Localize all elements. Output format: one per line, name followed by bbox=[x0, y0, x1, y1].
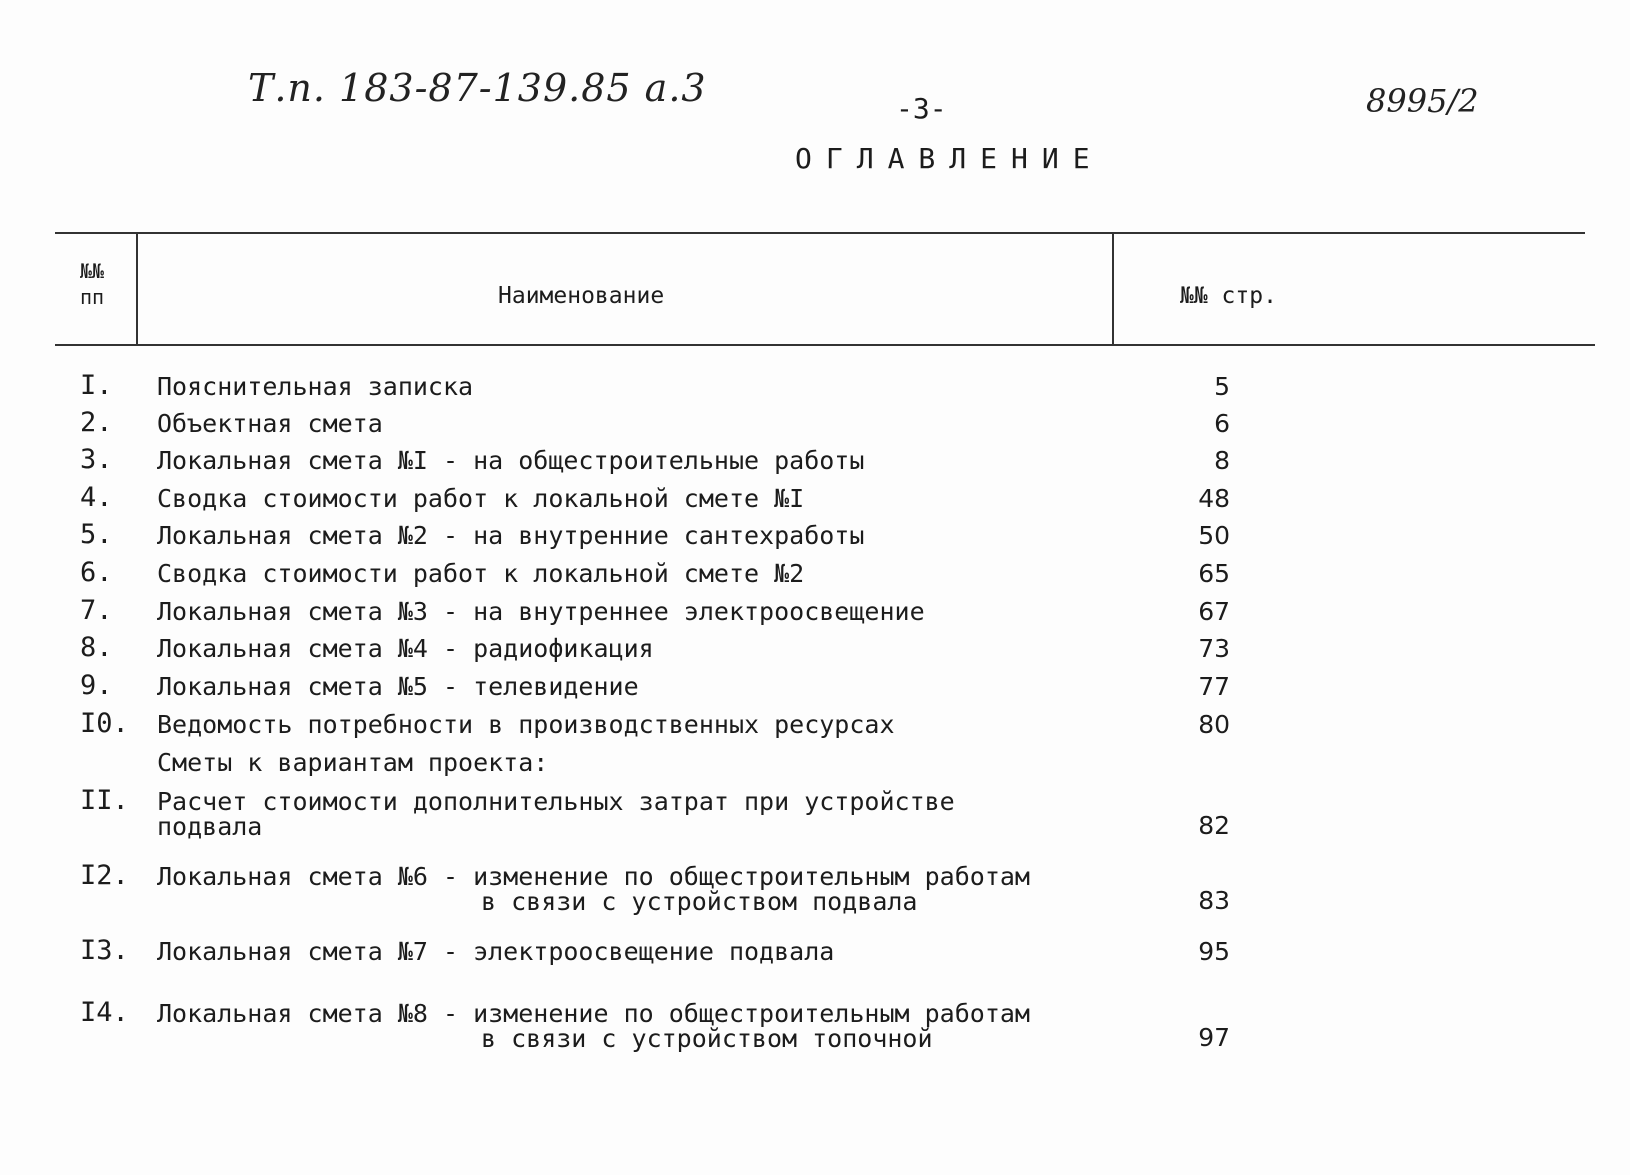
row-page: 5 bbox=[1214, 372, 1230, 401]
row-title: Объектная смета bbox=[157, 409, 383, 438]
row-number: I2. bbox=[80, 860, 129, 891]
row-title-line2: в связи с устройством подвала bbox=[481, 887, 918, 916]
row-title: Локальная смета №2 - на внутренние сантехработы bbox=[157, 521, 865, 550]
row-title-line1: Локальная смета №6 - изменение по общестроительным работам bbox=[157, 862, 1030, 891]
toc-row bbox=[0, 670, 1630, 708]
toc-row bbox=[0, 708, 1630, 746]
row-number: 4. bbox=[80, 482, 113, 513]
row-title bbox=[157, 1001, 1030, 1051]
header-number-line2: пп bbox=[80, 285, 105, 309]
row-title: Пояснительная записка bbox=[157, 372, 474, 401]
toc-row bbox=[0, 595, 1630, 633]
column-divider-right bbox=[1112, 234, 1114, 345]
section-heading: Сметы к вариантам проекта: bbox=[157, 748, 549, 777]
row-title: Ведомость потребности в производственных ресурсах bbox=[157, 710, 895, 739]
column-divider-left bbox=[136, 234, 138, 345]
row-page: 50 bbox=[1198, 521, 1230, 550]
row-page: 83 bbox=[1198, 886, 1230, 915]
row-page: 97 bbox=[1198, 1023, 1230, 1052]
toc-row bbox=[0, 785, 1630, 845]
row-number: I. bbox=[80, 370, 113, 401]
row-number: I4. bbox=[80, 997, 129, 1028]
row-page: 82 bbox=[1198, 811, 1230, 840]
header-number-line1: №№ bbox=[80, 259, 105, 283]
row-title-line1: Локальная смета №8 - изменение по общестроительным работам bbox=[157, 999, 1030, 1028]
toc-row bbox=[0, 860, 1630, 920]
toc-row bbox=[0, 557, 1630, 595]
table-top-rule bbox=[55, 232, 1585, 234]
toc-row bbox=[0, 997, 1630, 1057]
toc-row bbox=[0, 519, 1630, 557]
row-page: 6 bbox=[1214, 409, 1230, 438]
row-number: I3. bbox=[80, 935, 129, 966]
table-header-bottom-rule bbox=[55, 344, 1595, 346]
row-number: 5. bbox=[80, 519, 113, 550]
row-title bbox=[157, 864, 1030, 914]
header-page-col: №№ стр. bbox=[1180, 283, 1277, 309]
row-page: 95 bbox=[1198, 937, 1230, 966]
row-page: 8 bbox=[1214, 446, 1230, 475]
page-number: -3- bbox=[896, 92, 947, 125]
row-number: 6. bbox=[80, 557, 113, 588]
toc-row bbox=[0, 444, 1630, 482]
row-number: 2. bbox=[80, 407, 113, 438]
toc-row bbox=[0, 370, 1630, 408]
toc-title: ОГЛАВЛЕНИЕ bbox=[795, 142, 1104, 175]
row-title: Сводка стоимости работ к локальной смете №2 bbox=[157, 559, 805, 588]
inventory-number: 8995/2 bbox=[1366, 82, 1479, 120]
row-number: I0. bbox=[80, 708, 129, 739]
document-code: Т.п. 183-87-139.85 а.3 bbox=[248, 66, 707, 110]
row-page: 48 bbox=[1198, 484, 1230, 513]
row-title bbox=[157, 789, 955, 839]
row-title: Локальная смета №4 - радиофикация bbox=[157, 634, 654, 663]
header-name-col: Наименование bbox=[498, 283, 665, 309]
row-page: 65 bbox=[1198, 559, 1230, 588]
row-title: Локальная смета №5 - телевидение bbox=[157, 672, 639, 701]
row-title-line2: подвала bbox=[157, 812, 263, 841]
row-number: 8. bbox=[80, 632, 113, 663]
header-number-col bbox=[80, 258, 104, 310]
toc-row bbox=[0, 407, 1630, 445]
row-title: Локальная смета №3 - на внутреннее электроосвещение bbox=[157, 597, 925, 626]
row-number: 3. bbox=[80, 444, 113, 475]
row-number: II. bbox=[80, 785, 129, 816]
row-page: 67 bbox=[1198, 597, 1230, 626]
row-title: Сводка стоимости работ к локальной смете №I bbox=[157, 484, 805, 513]
row-page: 73 bbox=[1198, 634, 1230, 663]
row-page: 77 bbox=[1198, 672, 1230, 701]
row-number: 9. bbox=[80, 670, 113, 701]
row-title: Локальная смета №7 - электроосвещение подвала bbox=[157, 937, 835, 966]
row-number: 7. bbox=[80, 595, 113, 626]
row-page: 80 bbox=[1198, 710, 1230, 739]
toc-row bbox=[0, 632, 1630, 670]
row-title: Локальная смета №I - на общестроительные работы bbox=[157, 446, 865, 475]
toc-row bbox=[0, 935, 1630, 973]
row-title-line1: Расчет стоимости дополнительных затрат при устройстве bbox=[157, 787, 955, 816]
toc-row bbox=[0, 482, 1630, 520]
row-title-line2: в связи с устройством топочной bbox=[481, 1024, 933, 1053]
